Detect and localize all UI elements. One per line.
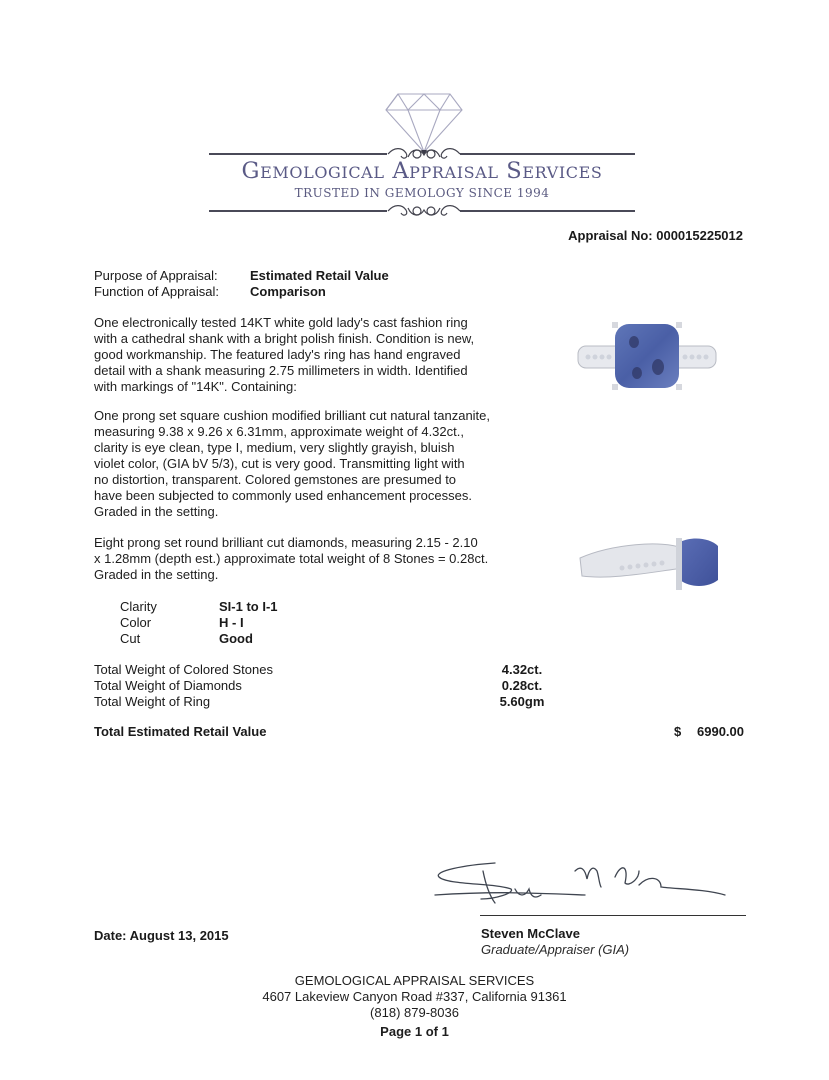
signature-line: [480, 915, 746, 916]
total-retail-value-row: [94, 724, 746, 739]
text-line: violet color, (GIA bV 5/3), cut is very good. Transmitting light with: [94, 456, 465, 471]
signer-title: Graduate/Appraiser (GIA): [481, 942, 630, 957]
grade-label: Color: [120, 615, 152, 630]
text-line: x 1.28mm (depth est.) approximate total weight of 8 Stones = 0.28ct.: [94, 551, 489, 566]
weight-label: Total Weight of Colored Stones: [94, 662, 273, 677]
center-stone-description: [94, 408, 514, 520]
text-line: have been subjected to commonly used enhancement processes.: [94, 488, 472, 503]
footer-phone: (818) 879-8036: [370, 1005, 459, 1020]
meta-value: Comparison: [250, 284, 326, 299]
grade-value: SI-1 to I-1: [219, 599, 278, 614]
signature-image: [425, 855, 735, 915]
header-rule: [460, 153, 635, 155]
company-logo: [0, 0, 829, 220]
weight-row-diamonds: [94, 678, 554, 694]
brand-name: Gemological Appraisal Services: [241, 158, 603, 184]
grade-label: Cut: [120, 631, 141, 646]
weight-row-colored-stones: [94, 662, 554, 678]
meta-label: Purpose of Appraisal:: [94, 268, 218, 283]
function-row: [94, 284, 326, 300]
weight-value: 5.60gm: [499, 694, 545, 709]
weight-value: 0.28ct.: [501, 678, 543, 693]
ring-top-view-photo: [572, 318, 722, 404]
grade-value: Good: [219, 631, 253, 646]
appraisal-date: Date: August 13, 2015: [94, 928, 229, 943]
footer-address: 4607 Lakeview Canyon Road #337, California 91361: [262, 989, 567, 1004]
header-rule: [460, 210, 635, 212]
text-line: measuring 9.38 x 9.26 x 6.31mm, approximate weight of 4.32ct.,: [94, 424, 464, 439]
ring-description: [94, 315, 514, 395]
grade-row-cut: [120, 631, 253, 647]
weight-label: Total Weight of Diamonds: [94, 678, 242, 693]
diamonds-description: [94, 535, 514, 583]
weight-value: 4.32ct.: [501, 662, 543, 677]
weight-label: Total Weight of Ring: [94, 694, 211, 709]
text-line: One electronically tested 14KT white gold lady's cast fashion ring: [94, 315, 468, 330]
meta-value: Estimated Retail Value: [250, 268, 389, 283]
page-number: Page 1 of 1: [380, 1024, 449, 1039]
ring-side-view-photo: [572, 528, 732, 600]
meta-label: Function of Appraisal:: [94, 284, 220, 299]
text-line: One prong set square cushion modified brilliant cut natural tanzanite,: [94, 408, 491, 423]
text-line: clarity is eye clean, type I, medium, very slightly grayish, bluish: [94, 440, 455, 455]
brand-tagline: TRUSTED IN GEMOLOGY SINCE 1994: [294, 186, 550, 200]
scroll-ornament-icon: [386, 202, 462, 220]
text-line: with a cathedral shank with a bright polish finish. Condition is new,: [94, 331, 475, 346]
text-line: detail with a shank measuring 2.75 millimeters in width. Identified: [94, 363, 468, 378]
text-line: no distortion, transparent. Colored gemstones are presumed to: [94, 472, 457, 487]
appraisal-number: Appraisal No: 000015225012: [568, 228, 743, 243]
text-line: Graded in the setting.: [94, 567, 219, 582]
footer-company: GEMOLOGICAL APPRAISAL SERVICES: [294, 973, 535, 988]
text-line: with markings of "14K". Containing:: [94, 379, 297, 394]
text-line: Eight prong set round brilliant cut diamonds, measuring 2.15 - 2.10: [94, 535, 478, 550]
header-rule: [209, 153, 387, 155]
signer-name: Steven McClave: [481, 926, 580, 941]
purpose-row: [94, 268, 389, 284]
text-line: Graded in the setting.: [94, 504, 219, 519]
total-currency: $: [674, 724, 682, 739]
weight-row-ring: [94, 694, 554, 710]
grade-label: Clarity: [120, 599, 157, 614]
total-amount: 6990.00: [697, 724, 744, 739]
text-line: good workmanship. The featured lady's ring has hand engraved: [94, 347, 461, 362]
grade-value: H - I: [219, 615, 244, 630]
grade-row-clarity: [120, 599, 278, 615]
total-label: Total Estimated Retail Value: [94, 724, 267, 739]
header-rule: [209, 210, 387, 212]
grade-row-color: [120, 615, 244, 631]
